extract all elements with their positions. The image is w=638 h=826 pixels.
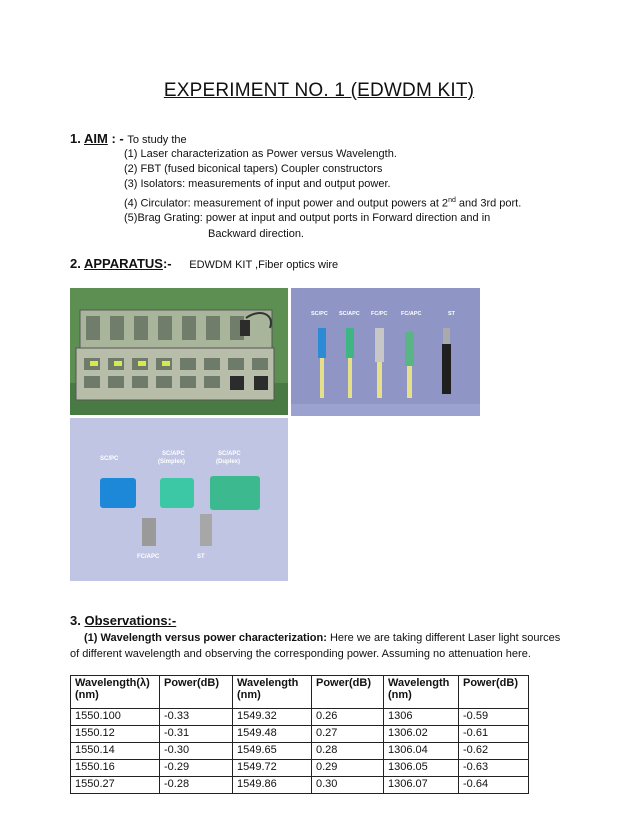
aim-item <box>124 193 521 212</box>
table-cell: 1550.27 <box>71 777 160 794</box>
table-header-row <box>71 676 529 709</box>
table-header: Power(dB) <box>160 676 233 709</box>
connector-label: FC/PC <box>371 311 388 317</box>
observations-number: 3. <box>70 613 81 628</box>
table-header: Wavelength (nm) <box>233 676 312 709</box>
connector-label: ST <box>448 311 456 317</box>
table-cell: 1306.04 <box>384 743 459 760</box>
table-cell: -0.30 <box>160 743 233 760</box>
table-cell: 0.29 <box>312 760 384 777</box>
table-cell: -0.33 <box>160 709 233 726</box>
table-cell: -0.61 <box>459 726 529 743</box>
apparatus-number: 2. <box>70 256 81 271</box>
table-cell: -0.28 <box>160 777 233 794</box>
adapter-label: FC/APC <box>137 554 160 560</box>
table-cell: 0.28 <box>312 743 384 760</box>
aim-heading <box>70 131 187 146</box>
apparatus-label: APPARATUS <box>83 256 163 271</box>
table-cell: 1550.14 <box>71 743 160 760</box>
connector-label: SC/PC <box>311 311 328 317</box>
table-header: Wavelength(λ) (nm) <box>71 676 160 709</box>
table-header: Wavelength (nm) <box>384 676 459 709</box>
adapter-label: SC/APC <box>162 451 185 457</box>
table-cell: 1306.05 <box>384 760 459 777</box>
edwdm-kit-photo <box>70 288 288 415</box>
aim-sep: : - <box>107 131 124 146</box>
table-cell: 1549.72 <box>233 760 312 777</box>
aim-number: 1. <box>70 131 81 146</box>
table-cell: 0.26 <box>312 709 384 726</box>
table-header: Power(dB) <box>459 676 529 709</box>
adapter-label: SC/PC <box>100 456 119 462</box>
page-title: EXPERIMENT NO. 1 (EDWDM KIT) <box>163 80 475 101</box>
adapter-label: (Duplex) <box>216 459 240 465</box>
aim-item4-post: and 3rd port. <box>455 197 522 210</box>
table-cell: 0.30 <box>312 777 384 794</box>
apparatus-text: EDWDM KIT ,Fiber optics wire <box>189 259 339 271</box>
aim-item4-text: (4) Circulator: measurement of input power and output powers at 2 <box>124 197 449 210</box>
aim-item: (5)Brag Grating: power at input and output ports in Forward direction and in <box>124 212 491 225</box>
table-row <box>71 760 529 777</box>
fiber-connectors-photo <box>291 288 480 416</box>
table-row <box>71 743 529 760</box>
adapter-label: SC/APC <box>218 451 241 457</box>
observations-body: Here we are taking different Laser light sources of different wavelength and observing the corresponding power. Assuming no attenuation here. <box>70 632 561 660</box>
table-cell: 1306.02 <box>384 726 459 743</box>
table-cell: -0.59 <box>459 709 529 726</box>
table-cell: -0.62 <box>459 743 529 760</box>
table-cell: -0.63 <box>459 760 529 777</box>
apparatus-sep: :- <box>162 256 172 271</box>
aim-list <box>124 147 521 242</box>
aim-item-cont: Backward direction. <box>208 227 304 240</box>
observations-label: Observations:- <box>84 613 177 628</box>
table-cell: 1306.07 <box>384 777 459 794</box>
table-row <box>71 709 529 726</box>
aim-item: (2) FBT (fused biconical tapers) Coupler constructors <box>124 163 383 176</box>
table-cell: 1549.32 <box>233 709 312 726</box>
table-row <box>71 777 529 794</box>
connector-label: FC/APC <box>401 311 422 317</box>
table-cell: 1306 <box>384 709 459 726</box>
adapter-label: ST <box>197 554 205 560</box>
observations-heading <box>70 613 176 628</box>
aim-intro: To study the <box>127 134 187 146</box>
table-cell: 1549.48 <box>233 726 312 743</box>
table-cell: 1549.86 <box>233 777 312 794</box>
table-cell: 0.27 <box>312 726 384 743</box>
table-cell: 1549.65 <box>233 743 312 760</box>
observations-text <box>70 630 570 662</box>
observations-subheading: (1) Wavelength versus power characterization: <box>84 632 327 644</box>
apparatus-heading <box>70 256 338 271</box>
table-cell: -0.29 <box>160 760 233 777</box>
table-row <box>71 726 529 743</box>
connector-label: SC/APC <box>339 311 360 317</box>
aim-item: (3) Isolators: measurements of input and output power. <box>124 178 391 191</box>
observations-table <box>70 675 529 794</box>
table-cell: -0.31 <box>160 726 233 743</box>
adapter-label: (Simplex) <box>158 459 186 465</box>
table-cell: -0.64 <box>459 777 529 794</box>
table-cell: 1550.16 <box>71 760 160 777</box>
aim-item: (1) Laser characterization as Power versus Wavelength. <box>124 148 397 160</box>
table-header: Power(dB) <box>312 676 384 709</box>
table-cell: 1550.100 <box>71 709 160 726</box>
table-cell: 1550.12 <box>71 726 160 743</box>
aim-item4-sup: nd <box>448 196 456 204</box>
adapters-photo <box>70 418 288 581</box>
aim-label: AIM <box>83 131 108 146</box>
